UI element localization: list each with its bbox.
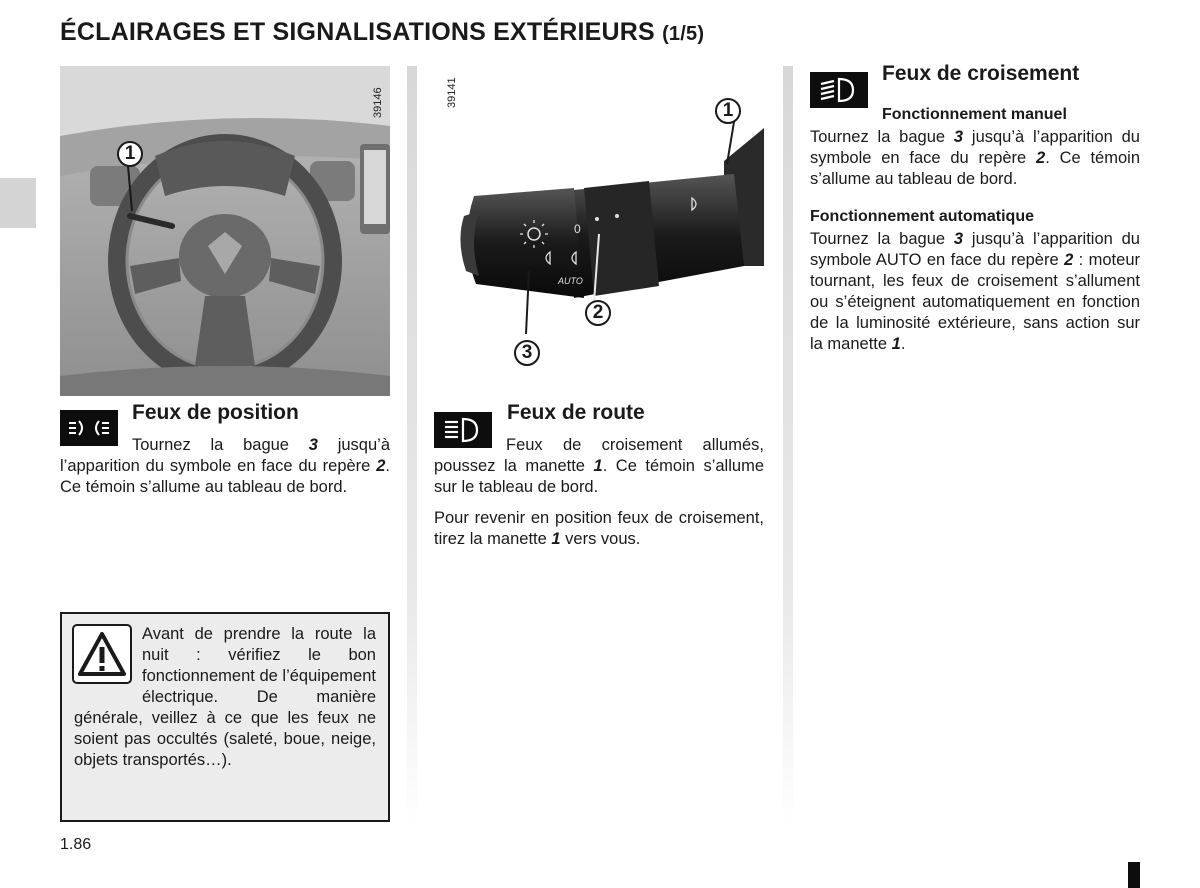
page-number: 1.86 [60,836,92,853]
warning-text: Avant de prendre la route la nuit : vérifiez le bon fonctionnement de l’équipement électrique. De manière générale, veillez à ce que les feux ne soient pas occultés (saleté, boue, neige, objets transportés…). [74,625,376,769]
page-corner-mark [1128,862,1140,888]
ref-ring-3: 3 [953,128,964,146]
ref-stalk-1: 1 [593,457,603,475]
page-title-text: ÉCLAIRAGES ET SIGNALISATIONS EXTÉRIEURS [60,18,655,46]
ref-mark-2: 2 [376,457,386,475]
high-beam-text-1 [434,435,764,498]
text: jusqu’à l’apparition du symbole AUTO en face du repère [810,230,1140,269]
position-lights-title: Feux de position [132,401,299,424]
low-beam-title: Feux de croisement [882,62,1080,85]
callout-1: 1 [715,98,741,124]
ref-stalk-1: 1 [891,335,901,353]
figure-reference-code: 39141 [446,77,458,108]
stalk-figure [434,66,768,366]
page-part-indicator: (1/5) [662,23,705,45]
manual-mode-title: Fonctionnement manuel [882,106,1067,123]
callout-3: 3 [514,340,540,366]
auto-mode-title: Fonctionnement automatique [810,208,1034,225]
high-beam-title: Feux de route [507,401,645,424]
ref-mark-2: 2 [1036,149,1046,167]
warning-text-block [74,624,376,771]
auto-mode-text [810,229,1140,355]
dial-zero-label: 0 [574,222,581,236]
position-lights-text [60,435,390,498]
ref-stalk-1: 1 [551,530,561,548]
text: . Ce témoin s’allume au tableau de bord. [810,149,1140,188]
page-title [60,18,704,47]
chapter-tab [0,178,36,228]
high-beam-text-2 [434,508,764,550]
dial-auto-label: AUTO [558,276,583,286]
ref-ring-3: 3 [953,230,964,248]
text: . Ce témoin s’allume sur le tableau de bord. [434,457,764,496]
text: : moteur tournant, les feux de croisement s’allument ou s’éteignent automatiquement en fonction de la luminosité extérieure, sans action sur la manette [810,251,1140,353]
manual-mode-text [810,127,1140,190]
auto-mode-heading [810,208,1034,226]
text: . [900,335,906,353]
callout-2: 2 [585,300,611,326]
manual-mode-heading [882,106,1067,124]
text: Feux de croisement allumés, poussez la manette [434,436,764,475]
ref-mark-2: 2 [1064,251,1074,269]
text: Pour revenir en position feux de croisement, tirez la manette [434,509,764,548]
warning-box [60,612,390,822]
ref-ring-3: 3 [308,436,318,454]
dashboard-figure [60,66,390,396]
text: vers vous. [560,530,641,548]
figure-reference-code: 39146 [372,87,384,118]
column-separator-2 [783,66,793,826]
column-separator-1 [407,66,417,826]
text: Tournez la bague [810,230,954,248]
text: jusqu’à l’apparition du symbole en face du repère [60,436,390,475]
low-beam-icon [810,72,868,108]
steering-wheel-illustration [60,66,390,396]
text: Tournez la bague [132,436,309,454]
text: . Ce témoin s’allume au tableau de bord. [60,457,390,496]
text: Tournez la bague [810,128,954,146]
callout-1: 1 [117,141,143,167]
text: jusqu’à l’apparition du symbole en face du repère [810,128,1140,167]
